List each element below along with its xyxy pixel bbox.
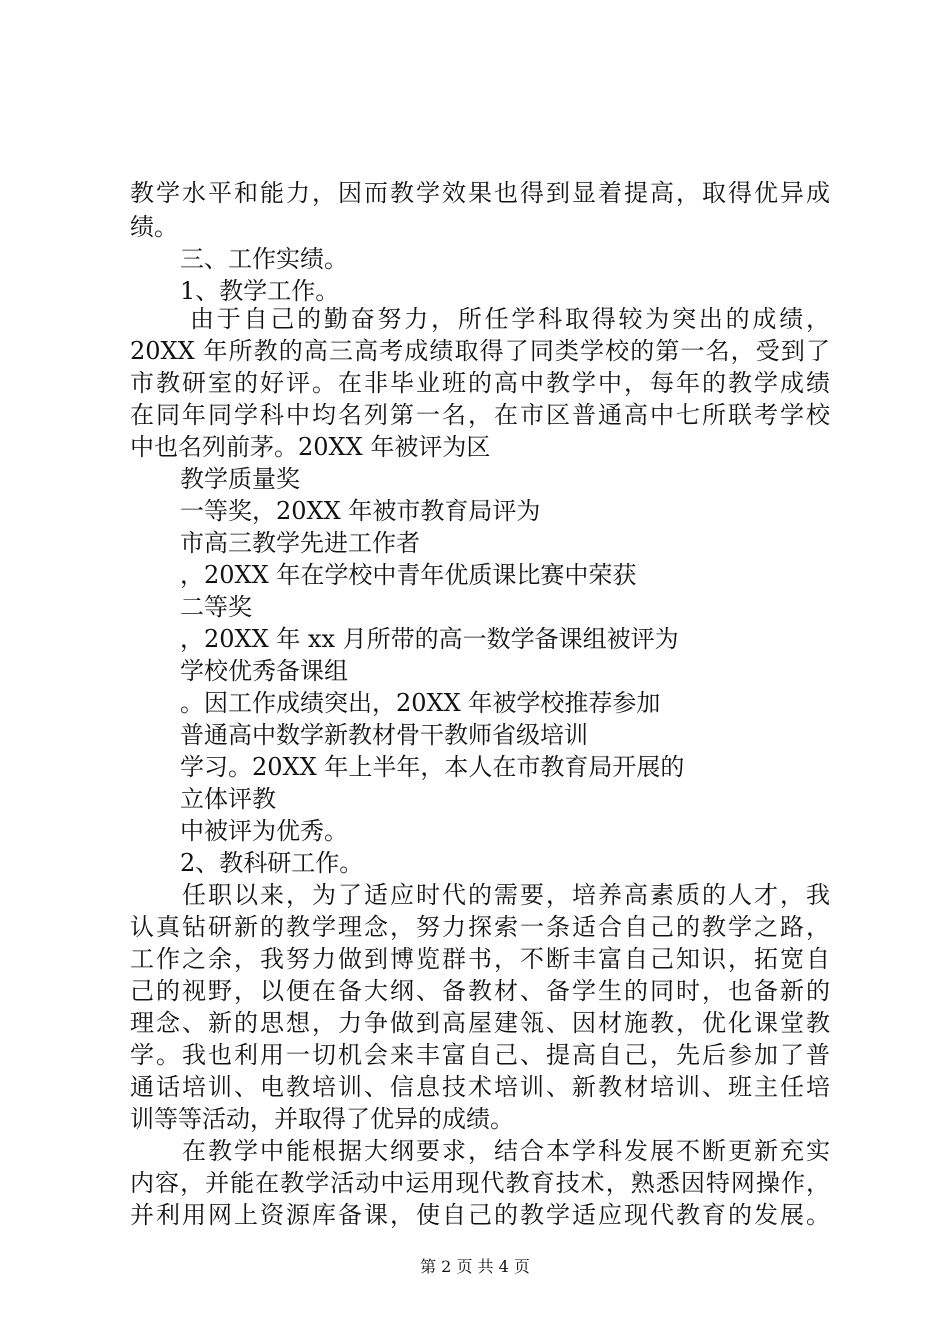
text-line: 中也名列前茅。20XX 年被评为区 xyxy=(130,433,491,461)
text-line: ，20XX 年在学校中青年优质课比赛中荣获 xyxy=(180,561,637,589)
text-line: 并利用网上资源库备课，使自己的教学适应现代教育的发展。 xyxy=(130,1201,830,1229)
text-line: 市教研室的好评。在非毕业班的高中教学中，每年的教学成绩 xyxy=(130,369,830,397)
text-line: 三、工作实绩。 xyxy=(180,245,348,273)
text-line: 绩。 xyxy=(130,213,178,241)
text-line: 1、教学工作。 xyxy=(180,277,340,305)
text-line: 由于自己的勤奋努力，所任学科取得较为突出的成绩， xyxy=(190,305,830,333)
text-line: 任职以来，为了适应时代的需要，培养高素质的人才，我 xyxy=(182,881,830,909)
text-line: 教学水平和能力，因而教学效果也得到显着提高，取得优异成 xyxy=(130,179,830,207)
text-line: 立体评教 xyxy=(180,785,276,813)
text-line: 市高三教学先进工作者 xyxy=(180,529,420,557)
text-line: 20XX 年所教的高三高考成绩取得了同类学校的第一名，受到了 xyxy=(130,337,830,365)
text-line: 理念、新的思想，力争做到高屋建瓴、因材施教，优化课堂教 xyxy=(130,1009,830,1037)
text-line: 内容，并能在教学活动中运用现代教育技术，熟悉因特网操作， xyxy=(130,1169,830,1197)
text-line: 训等等活动，并取得了优异的成绩。 xyxy=(130,1105,514,1133)
text-line: 学。我也利用一切机会来丰富自己、提高自己，先后参加了普 xyxy=(130,1041,830,1069)
text-line: 学校优秀备课组 xyxy=(180,657,348,685)
page-footer: 第 2 页 共 4 页 xyxy=(420,1257,530,1276)
text-line: 2、教科研工作。 xyxy=(180,849,364,877)
text-line: 。因工作成绩突出，20XX 年被学校推荐参加 xyxy=(180,689,661,717)
text-line: 在教学中能根据大纲要求，结合本学科发展不断更新充实 xyxy=(182,1137,830,1165)
text-line: 认真钻研新的教学理念，努力探索一条适合自己的教学之路， xyxy=(130,913,830,941)
text-line: 工作之余，我努力做到博览群书，不断丰富自己知识，拓宽自 xyxy=(130,945,830,973)
text-line: 己的视野，以便在备大纲、备教材、备学生的同时，也备新的 xyxy=(130,977,830,1005)
text-line: ，20XX 年 xx 月所带的高一数学备课组被评为 xyxy=(180,625,679,653)
text-line: 一等奖，20XX 年被市教育局评为 xyxy=(180,497,541,525)
text-line: 在同年同学科中均名列第一名，在市区普通高中七所联考学校 xyxy=(130,401,830,429)
text-line: 二等奖 xyxy=(180,593,252,621)
text-line: 中被评为优秀。 xyxy=(180,817,348,845)
text-line: 通话培训、电教培训、信息技术培训、新教材培训、班主任培 xyxy=(130,1073,830,1101)
text-line: 教学质量奖 xyxy=(180,465,300,493)
text-line: 普通高中数学新教材骨干教师省级培训 xyxy=(180,721,588,749)
text-line: 学习。20XX 年上半年，本人在市教育局开展的 xyxy=(180,753,685,781)
